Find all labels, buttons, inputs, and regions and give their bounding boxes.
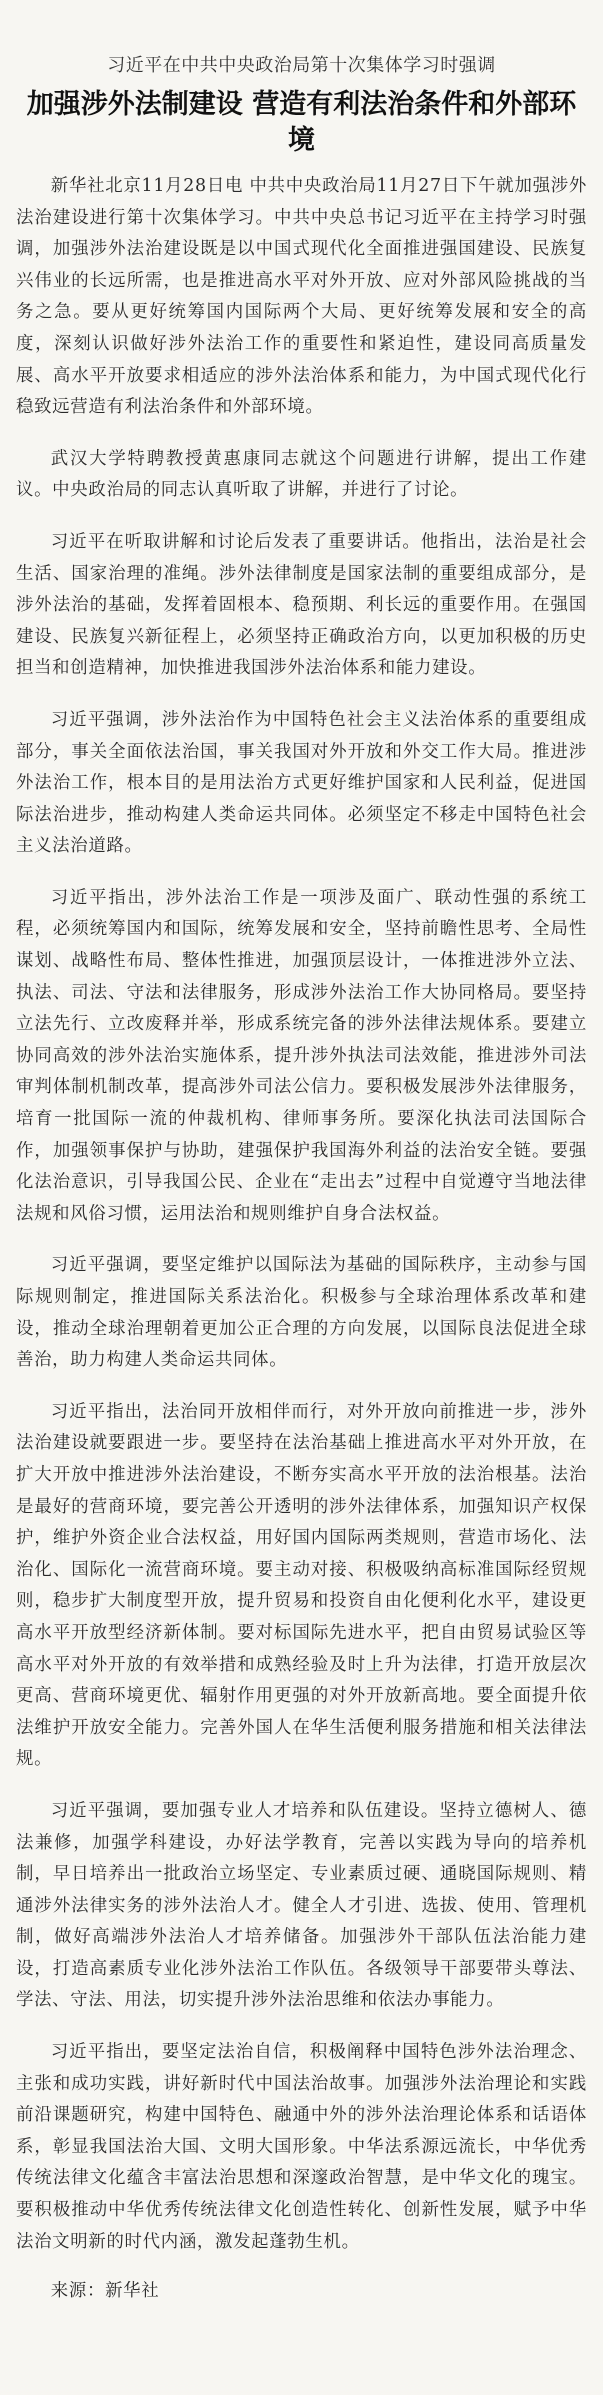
paragraph-2: 武汉大学特聘教授黄惠康同志就这个问题进行讲解，提出工作建议。中央政治局的同志认真听取了讲解，并进行了讨论。 [16,448,587,501]
paragraph-5: 习近平指出，涉外法治工作是一项涉及面广、联动性强的系统工程，必须统筹国内和国际，统筹发展和安全，坚持前瞻性思考、全局性谋划、战略性布局、整体性推进，加强顶层设计，一体推进涉外立法、执法、司法、守法和法律服务，形成涉外法治工作大协同格局。要坚持立法先行、立改废释并举，形成系统完备的涉外法律法规体系。要建立协同高效的涉外法治实施体系，提升涉外执法司法效能，推进涉外司法审判体制机制改革，提高涉外司法公信力。要积极发展涉外法律服务，培育一批国际一流的仲裁机构、律师事务所。要深化执法司法国际合作，加强领事保护与协助，建强保护我国海外利益的法治安全链。要强化法治意识，引导我国公民、企业在“走出去”过程中自觉遵守当地法律法规和风俗习惯，运用法治和规则维护自身合法权益。 [16,887,587,1224]
article-title: 加强涉外法制建设 营造有利法治条件和外部环境 [26,89,577,156]
paragraph-4: 习近平强调，涉外法治作为中国特色社会主义法治体系的重要组成部分，事关全面依法治国，事关我国对外开放和外交工作大局。推进涉外法治工作，根本目的是用法治方式更好维护国家和人民利益，促进国际法治进步，推动构建人类命运共同体。必须坚定不移走中国特色社会主义法治道路。 [16,709,587,857]
paragraph-9: 习近平指出，要坚定法治自信，积极阐释中国特色涉外法治理念、主张和成功实践，讲好新时代中国法治故事。加强涉外法治理论和实践前沿课题研究，构建中国特色、融通中外的涉外法治理论体系和话语体系，彰显我国法治大国、文明大国形象。中华法系源远流长，中华优秀传统法律文化蕴含丰富法治思想和深邃政治智慧，是中华文化的瑰宝。要积极推动中华优秀传统法律文化创造性转化、创新性发展，赋予中华法治文明新的时代内涵，激发起蓬勃生机。 [16,2042,587,2252]
article-body [16,171,587,2258]
paragraph-7: 习近平指出，法治同开放相伴而行，对外开放向前推进一步，涉外法治建设就要跟进一步。要坚持在法治基础上推进高水平对外开放，在扩大开放中推进涉外法治建设，不断夯实高水平开放的法治根基。法治是最好的营商环境，要完善公开透明的涉外法律体系，加强知识产权保护，维护外资企业合法权益，用好国内国际两类规则，营造市场化、法治化、国际化一流营商环境。要主动对接、积极吸纳高标准国际经贸规则，稳步扩大制度型开放，提升贸易和投资自由化便利化水平，建设更高水平开放型经济新体制。要对标国际先进水平，把自由贸易试验区等高水平对外开放的有效举措和成熟经验及时上升为法律，打造开放层次更高、营商环境更优、辐射作用更强的对外开放新高地。要全面提升依法维护开放安全能力。完善外国人在华生活便利服务措施和相关法律法规。 [16,1401,587,1770]
article-source: 来源：新华社 [50,2281,160,2302]
paragraph-8: 习近平强调，要加强专业人才培养和队伍建设。坚持立德树人、德法兼修，加强学科建设，办好法学教育，完善以实践为导向的培养机制，早日培养出一批政治立场坚定、专业素质过硬、通晓国际规则、精通涉外法律实务的涉外法治人才。健全人才引进、选拔、使用、管理机制，做好高端涉外法治人才培养储备。加强涉外干部队伍法治能力建设，打造高素质专业化涉外法治工作队伍。各级领导干部要带头尊法、学法、守法、用法，切实提升涉外法治思维和依法办事能力。 [16,1800,587,2011]
paragraph-6: 习近平强调，要坚定维护以国际法为基础的国际秩序，主动参与国际规则制定，推进国际关系法治化。积极参与全球治理体系改革和建设，推动全球治理朝着更加公正合理的方向发展，以国际良法促进全球善治，助力构建人类命运共同体。 [16,1255,587,1371]
paragraph-3: 习近平在听取讲解和讨论后发表了重要讲话。他指出，法治是社会生活、国家治理的准绳。涉外法律制度是国家法制的重要组成部分，是涉外法治的基础，发挥着固根本、稳预期、利长远的重要作用。在强国建设、民族复兴新征程上，必须坚持正确政治方向，以更加积极的历史担当和创造精神，加快推进我国涉外法治体系和能力建设。 [16,531,587,679]
article-subtitle: 习近平在中共中央政治局第十次集体学习时强调 [107,55,496,76]
paragraph-1: 新华社北京11月28日电 中共中央政治局11月27日下午就加强涉外法治建设进行第十次集体学习。中共中央总书记习近平在主持学习时强调，加强涉外法治建设既是以中国式现代化全面推进强国建设、民族复兴伟业的长远所需，也是推进高水平对外开放、应对外部风险挑战的当务之急。要从更好统筹国内国际两个大局、更好统筹发展和安全的高度，深刻认识做好涉外法治工作的重要性和紧迫性，建设同高质量发展、高水平开放要求相适应的涉外法治体系和能力，为中国式现代化行稳致远营造有利法治条件和外部环境。 [16,176,587,418]
